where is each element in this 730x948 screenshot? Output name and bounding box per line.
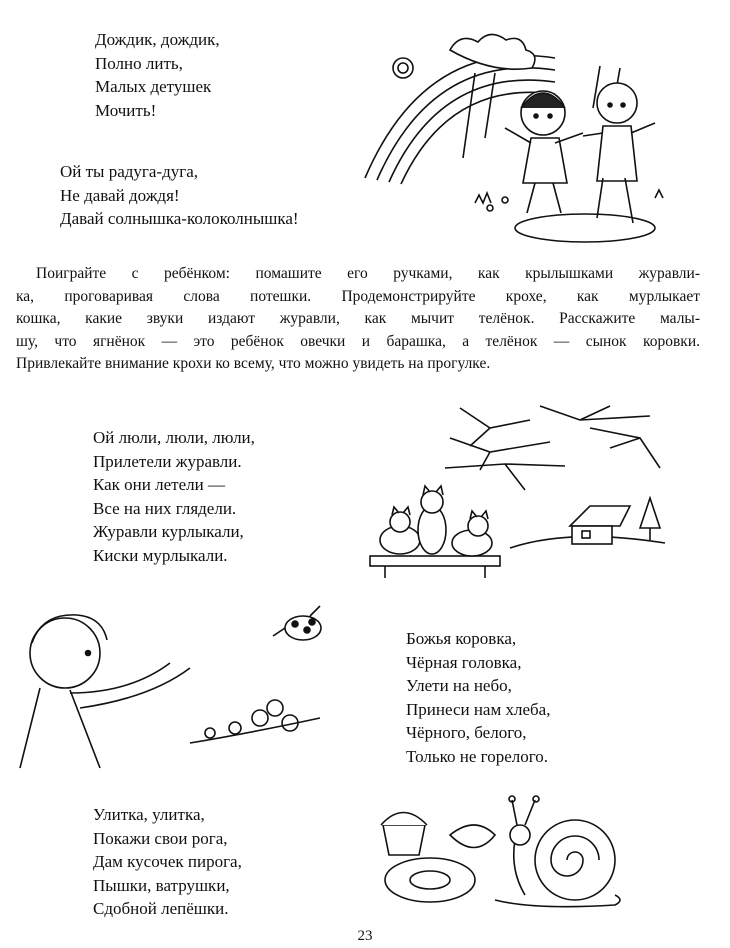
- poem-line: Сдобной лепёшки.: [93, 899, 229, 918]
- poem-line: Полно лить,: [95, 53, 183, 73]
- instruction-line: шу, что ягнёнок — это ребёнок овечки и барашка, а телёнок — сынок коровки.: [16, 332, 700, 350]
- instruction-line: Привлекайте внимание крохи ко всему, что можно увидеть на прогулке.: [16, 355, 491, 372]
- page-number: 23: [357, 928, 373, 944]
- poem-line: Все на них глядели.: [93, 498, 237, 518]
- poem-rainbow: [60, 160, 299, 231]
- poem-line: Покажи свои рога,: [93, 828, 228, 848]
- rainbow-children-icon: [355, 28, 675, 253]
- boy-ladybug-icon: [10, 598, 345, 773]
- poem-line: Малых детушек: [95, 77, 212, 96]
- poem-cranes: [93, 426, 255, 567]
- poem-line: Улитка, улитка,: [93, 805, 205, 824]
- poem-line: Прилетели журавли.: [93, 451, 242, 471]
- poem-line: Как они летели —: [93, 475, 225, 494]
- poem-line: Киски мурлыкали.: [93, 545, 228, 565]
- cranes-cats-icon: [360, 398, 670, 578]
- poem-line: Божья коровка,: [406, 629, 517, 648]
- instruction-line: Поиграйте с ребёнком: помашите его ручками, как крылышками журавли-: [36, 265, 700, 282]
- poem-line: Только не горелого.: [406, 746, 549, 766]
- poem-line: Давай солнышка-колоколнышка!: [60, 209, 299, 228]
- poem-line: Пышки, ватрушки,: [93, 875, 230, 895]
- poem-rain: [95, 28, 220, 122]
- instruction-line: ка, проговаривая слова потешки. Продемонстрируйте крохе, как мурлыкает: [16, 287, 700, 305]
- instruction-paragraph: [16, 263, 700, 376]
- poem-line: Чёрная головка,: [406, 652, 522, 672]
- poem-line: Не давай дождя!: [60, 185, 180, 205]
- poem-snail: [93, 803, 242, 921]
- poem-line: Чёрного, белого,: [406, 723, 527, 742]
- poem-line: Дождик, дождик,: [95, 30, 220, 49]
- snail-pastries-icon: [375, 785, 635, 910]
- poem-line: Мочить!: [95, 100, 157, 120]
- poem-line: Ой люли, люли, люли,: [93, 428, 255, 447]
- poem-line: Журавли курлыкали,: [93, 522, 244, 541]
- poem-line: Принеси нам хлеба,: [406, 699, 551, 719]
- poem-line: Улети на небо,: [406, 676, 512, 695]
- poem-line: Ой ты радуга-дуга,: [60, 162, 199, 181]
- instruction-line: кошка, какие звуки издают журавли, как мычит телёнок. Расскажите малы-: [16, 310, 700, 327]
- poem-line: Дам кусочек пирога,: [93, 852, 242, 871]
- poem-ladybug: [406, 627, 550, 768]
